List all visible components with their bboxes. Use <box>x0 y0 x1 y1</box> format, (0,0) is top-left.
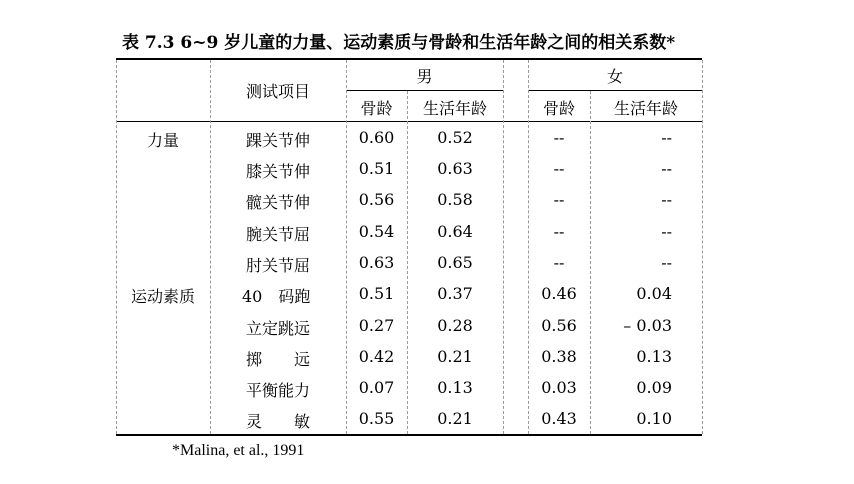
header-female-bone-age: 骨龄 <box>542 99 575 118</box>
female-life-value: 0.04 <box>636 284 672 303</box>
male-bone-value: 0.63 <box>358 253 395 272</box>
female-life-value: -- <box>661 222 672 241</box>
female-bone-value: -- <box>553 190 565 209</box>
header-female-life-age: 生活年龄 <box>613 99 678 118</box>
header-test-item: 测试项目 <box>245 82 310 101</box>
male-life-value: 0.63 <box>437 159 473 178</box>
row-item: 平衡能力 <box>245 381 310 400</box>
male-life-value: 0.65 <box>437 253 473 272</box>
female-group-rule <box>528 90 702 91</box>
male-bone-value: 0.42 <box>358 347 395 366</box>
header-male-bone-age: 骨龄 <box>360 99 393 118</box>
male-bone-value: 0.55 <box>358 409 395 428</box>
row-item: 40 码跑 <box>242 287 311 306</box>
header-rule <box>116 121 702 122</box>
bottom-rule <box>116 434 702 436</box>
female-bone-value: 0.46 <box>541 284 577 303</box>
male-bone-value: 0.60 <box>358 128 395 147</box>
female-bone-value: 0.38 <box>541 347 577 366</box>
male-bone-value: 0.51 <box>358 159 395 178</box>
col-divider <box>702 60 703 434</box>
male-life-value: 0.13 <box>437 378 473 397</box>
male-life-value: 0.37 <box>437 284 473 303</box>
female-life-value: -- <box>661 190 672 209</box>
female-bone-value: 0.43 <box>541 409 577 428</box>
row-1 <box>116 159 702 181</box>
correlation-table <box>116 58 702 436</box>
header-male: 男 <box>416 67 433 86</box>
female-life-value: -- <box>661 128 672 147</box>
female-bone-value: 0.56 <box>541 316 577 335</box>
row-item: 立定跳远 <box>245 319 310 338</box>
female-life-value: – 0.03 <box>623 316 672 335</box>
female-bone-value: -- <box>553 159 565 178</box>
male-life-value: 0.58 <box>437 190 473 209</box>
female-bone-value: -- <box>553 253 565 272</box>
male-bone-value: 0.54 <box>358 222 395 241</box>
row-4 <box>116 253 702 275</box>
row-item: 腕关节屈 <box>245 225 310 244</box>
male-bone-value: 0.51 <box>358 284 395 303</box>
row-2 <box>116 190 702 212</box>
row-8 <box>116 378 702 400</box>
female-bone-value: -- <box>553 222 565 241</box>
row-5 <box>116 284 702 306</box>
male-bone-value: 0.56 <box>358 190 395 209</box>
row-6 <box>116 316 702 338</box>
female-life-value: -- <box>661 159 672 178</box>
table-title: 表 7.3 6~9 岁儿童的力量、运动素质与骨龄和生活年龄之间的相关系数* <box>122 33 676 53</box>
male-life-value: 0.21 <box>437 347 473 366</box>
top-rule <box>116 58 702 60</box>
row-item: 掷 远 <box>245 350 310 369</box>
male-bone-value: 0.07 <box>358 378 395 397</box>
female-life-value: 0.09 <box>636 378 672 397</box>
row-item: 髋关节伸 <box>245 193 310 212</box>
row-7 <box>116 347 702 369</box>
row-item: 膝关节伸 <box>245 162 310 181</box>
female-life-value: 0.10 <box>636 409 672 428</box>
footnote: *Malina, et al., 1991 <box>172 442 305 459</box>
female-bone-value: -- <box>553 128 565 147</box>
row-3 <box>116 222 702 244</box>
header-male-life-age: 生活年龄 <box>422 99 487 118</box>
male-life-value: 0.52 <box>437 128 473 147</box>
male-bone-value: 0.27 <box>358 316 395 335</box>
row-item: 灵 敏 <box>245 412 310 431</box>
female-life-value: -- <box>661 253 672 272</box>
category-strength: 力量 <box>146 131 179 150</box>
category-motor: 运动素质 <box>130 287 195 306</box>
row-item: 肘关节屈 <box>245 256 310 275</box>
female-bone-value: 0.03 <box>541 378 577 397</box>
row-item: 踝关节伸 <box>245 131 310 150</box>
male-life-value: 0.64 <box>437 222 473 241</box>
male-life-value: 0.28 <box>437 316 473 335</box>
female-life-value: 0.13 <box>636 347 672 366</box>
row-9 <box>116 409 702 431</box>
header-female: 女 <box>606 67 623 86</box>
male-group-rule <box>346 90 503 91</box>
row-0 <box>116 128 702 150</box>
male-life-value: 0.21 <box>437 409 473 428</box>
